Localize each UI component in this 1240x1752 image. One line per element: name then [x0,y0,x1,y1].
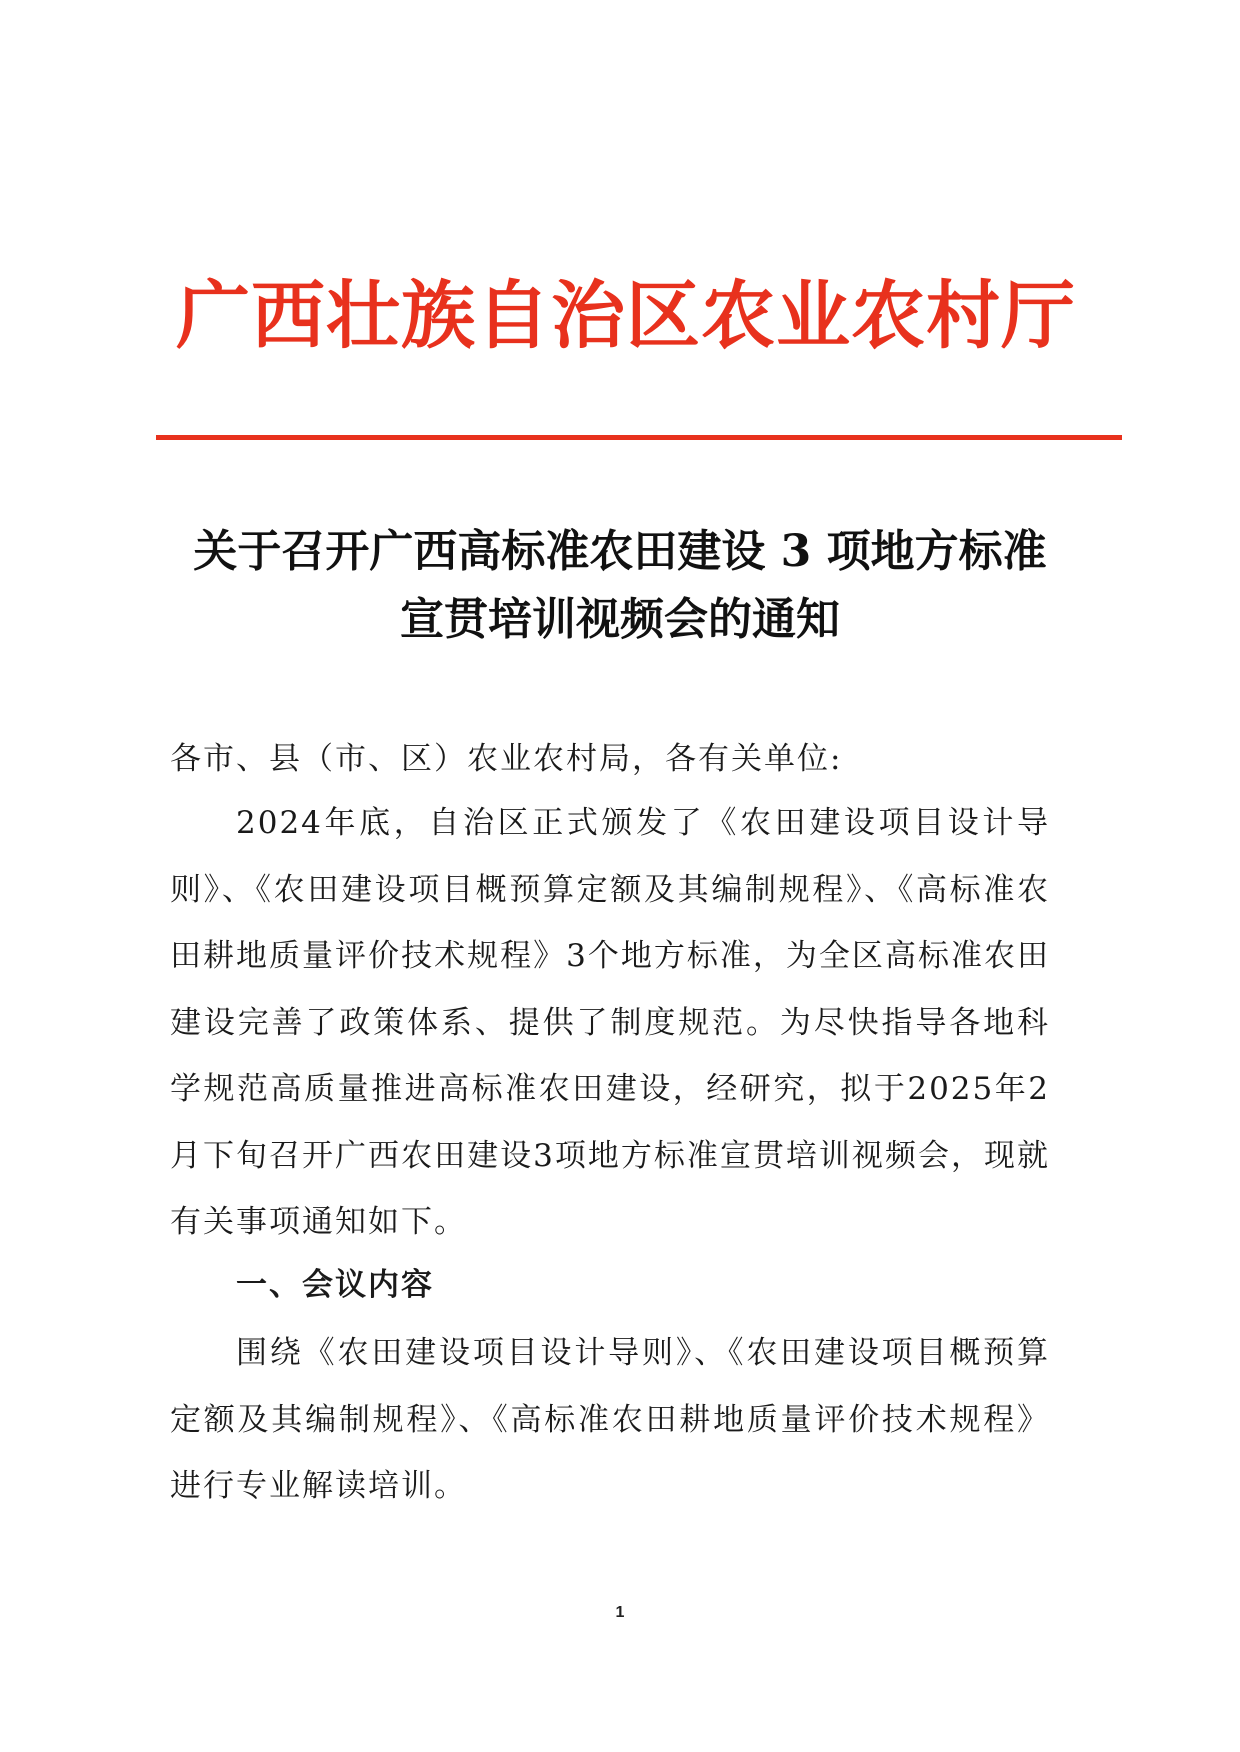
red-separator-line [156,435,1122,440]
issuing-organization-header: 广西壮族自治区农业农村厅 [176,273,1076,359]
meeting-content-paragraph: 围绕《农田建设项目设计导则》、《农田建设项目概预算定额及其编制规程》、《高标准农田耕地质量评价技术规程》进行专业解读培训。 [170,1335,1050,1504]
page-number: 1 [615,1604,625,1621]
document-title-line-2: 宣贯培训视频会的通知 [400,594,840,645]
document-title [160,518,1080,654]
document-title-line-1: 关于召开广西高标准农田建设 3 项地方标准 [193,526,1047,577]
addressee-line: 各市、县（市、区）农业农村局，各有关单位: [170,741,843,777]
section-heading-meeting-content: 一、会议内容 [236,1267,434,1303]
intro-paragraph: 2024年底，自治区正式颁发了《农田建设项目设计导则》、《农田建设项目概预算定额及其编制规程》、《高标准农田耕地质量评价技术规程》3个地方标准，为全区高标准农田建设完善了政策体系、提供了制度规范。为尽快指导各地科学规范高质量推进高标准农田建设，经研究，拟于2025年2月下旬召开广西农田建设3项地方标准宣贯培训视频会，现就有关事项通知如下。 [170,805,1050,1240]
